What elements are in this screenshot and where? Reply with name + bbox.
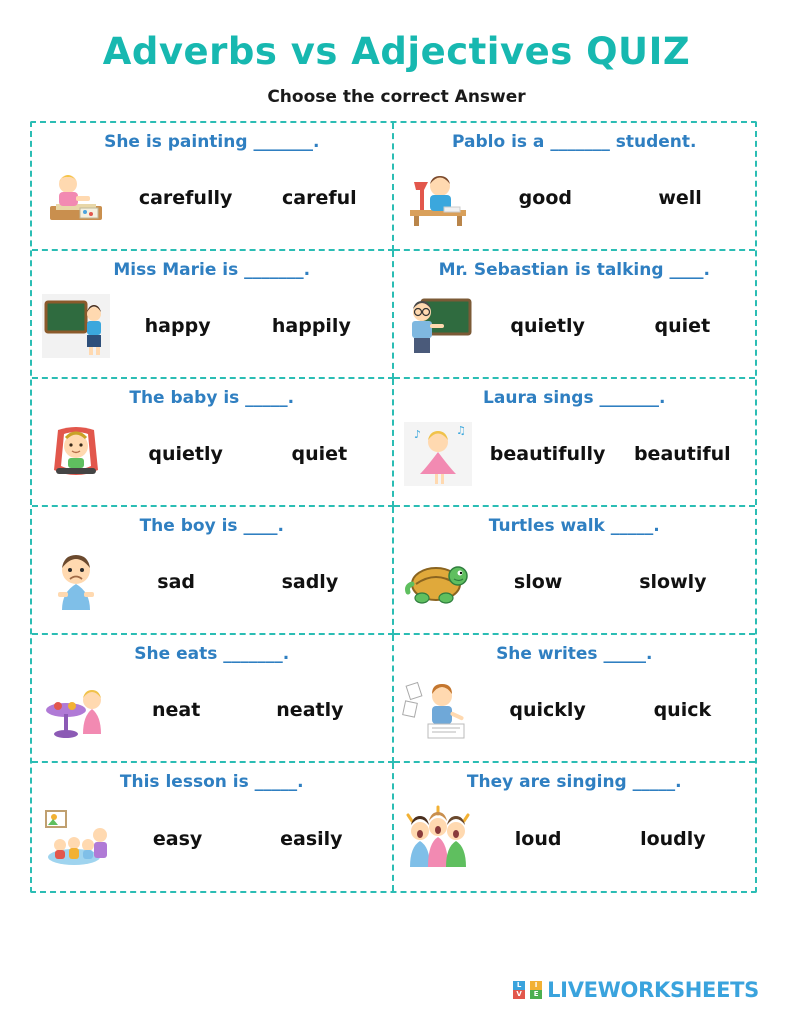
question-prompt: Turtles walk _____. [488,516,660,536]
logo-letter-v: V [513,990,525,999]
options-group [480,699,748,721]
option-choice[interactable]: neat [151,699,201,722]
option-choice[interactable]: sadly [281,571,339,594]
question-prompt: The baby is _____. [129,388,295,408]
question-cell [394,763,756,891]
options-group [118,315,384,337]
options-group [118,187,384,209]
question-cell [32,379,394,507]
question-cell [32,507,394,635]
girl-writing-papers-icon [402,676,474,744]
choir-singing-loudly-icon [402,805,474,873]
question-cell [32,123,394,251]
svg-text:♪: ♪ [413,428,421,442]
option-choice[interactable]: careful [282,187,357,210]
question-prompt: She writes _____. [496,644,653,664]
questions-grid [30,121,757,893]
instruction-text: Choose the correct Answer [267,87,526,107]
question-prompt: Pablo is a _______ student. [452,132,697,152]
option-choice[interactable]: slowly [639,571,707,594]
green-turtle-icon [402,548,474,616]
options-group [480,187,748,209]
girl-painting-at-desk-icon [40,164,112,232]
baby-in-car-seat-icon [40,420,112,488]
boy-studying-at-desk-icon [402,164,474,232]
brand-footer [513,978,759,1002]
options-group [118,571,384,593]
sad-boy-icon [40,548,112,616]
option-choice[interactable]: easily [280,828,343,851]
teacher-with-students-icon [40,805,112,873]
option-choice[interactable]: well [658,187,702,210]
option-choice[interactable]: beautifully [489,443,606,466]
option-choice[interactable]: sad [157,571,196,594]
option-choice[interactable]: quiet [654,315,711,338]
option-choice[interactable]: quiet [291,443,348,466]
question-prompt: She eats _______. [134,644,290,664]
option-choice[interactable]: happily [271,315,351,338]
options-group [118,828,384,850]
question-prompt: The boy is ____. [139,516,284,536]
option-choice[interactable]: carefully [138,187,233,210]
options-group [480,443,748,465]
logo-letter-l: L [513,981,525,990]
liveworksheets-logo-icon-2 [530,981,542,999]
question-cell [394,251,756,379]
liveworksheets-logo-icon [513,981,525,999]
male-teacher-at-blackboard-icon [402,292,474,360]
question-prompt: Laura sings _______. [483,388,666,408]
options-group [118,699,384,721]
option-choice[interactable]: happy [144,315,211,338]
question-cell [394,123,756,251]
options-group [480,828,748,850]
question-prompt: Mr. Sebastian is talking ____. [438,260,710,280]
question-cell [394,635,756,763]
question-cell [32,251,394,379]
girl-singing-icon [402,420,474,488]
question-cell [32,763,394,891]
options-group [480,315,748,337]
question-prompt: This lesson is _____. [119,772,304,792]
option-choice[interactable]: slow [513,571,563,594]
girl-eating-at-table-icon [40,676,112,744]
options-group [118,443,384,465]
logo-letter-e: E [530,990,542,999]
question-cell [394,379,756,507]
question-prompt: Miss Marie is _______. [113,260,311,280]
option-choice[interactable]: quietly [510,315,585,338]
svg-text:♫: ♫ [455,424,466,438]
option-choice[interactable]: quickly [509,699,586,722]
option-choice[interactable]: loudly [640,828,706,851]
option-choice[interactable]: neatly [276,699,344,722]
option-choice[interactable]: loud [514,828,562,851]
option-choice[interactable]: good [518,187,572,210]
question-prompt: They are singing _____. [466,772,682,792]
options-group [480,571,748,593]
brand-name: LIVEWORKSHEETS [547,978,759,1002]
logo-letter-i: I [530,981,542,990]
question-cell [394,507,756,635]
teacher-at-blackboard-icon [40,292,112,360]
option-choice[interactable]: quietly [148,443,223,466]
option-choice[interactable]: easy [152,828,203,851]
option-choice[interactable]: quick [653,699,712,722]
question-prompt: She is painting _______. [104,132,320,152]
page-title: Adverbs vs Adjectives QUIZ [102,30,691,73]
option-choice[interactable]: beautiful [633,443,731,466]
question-cell [32,635,394,763]
